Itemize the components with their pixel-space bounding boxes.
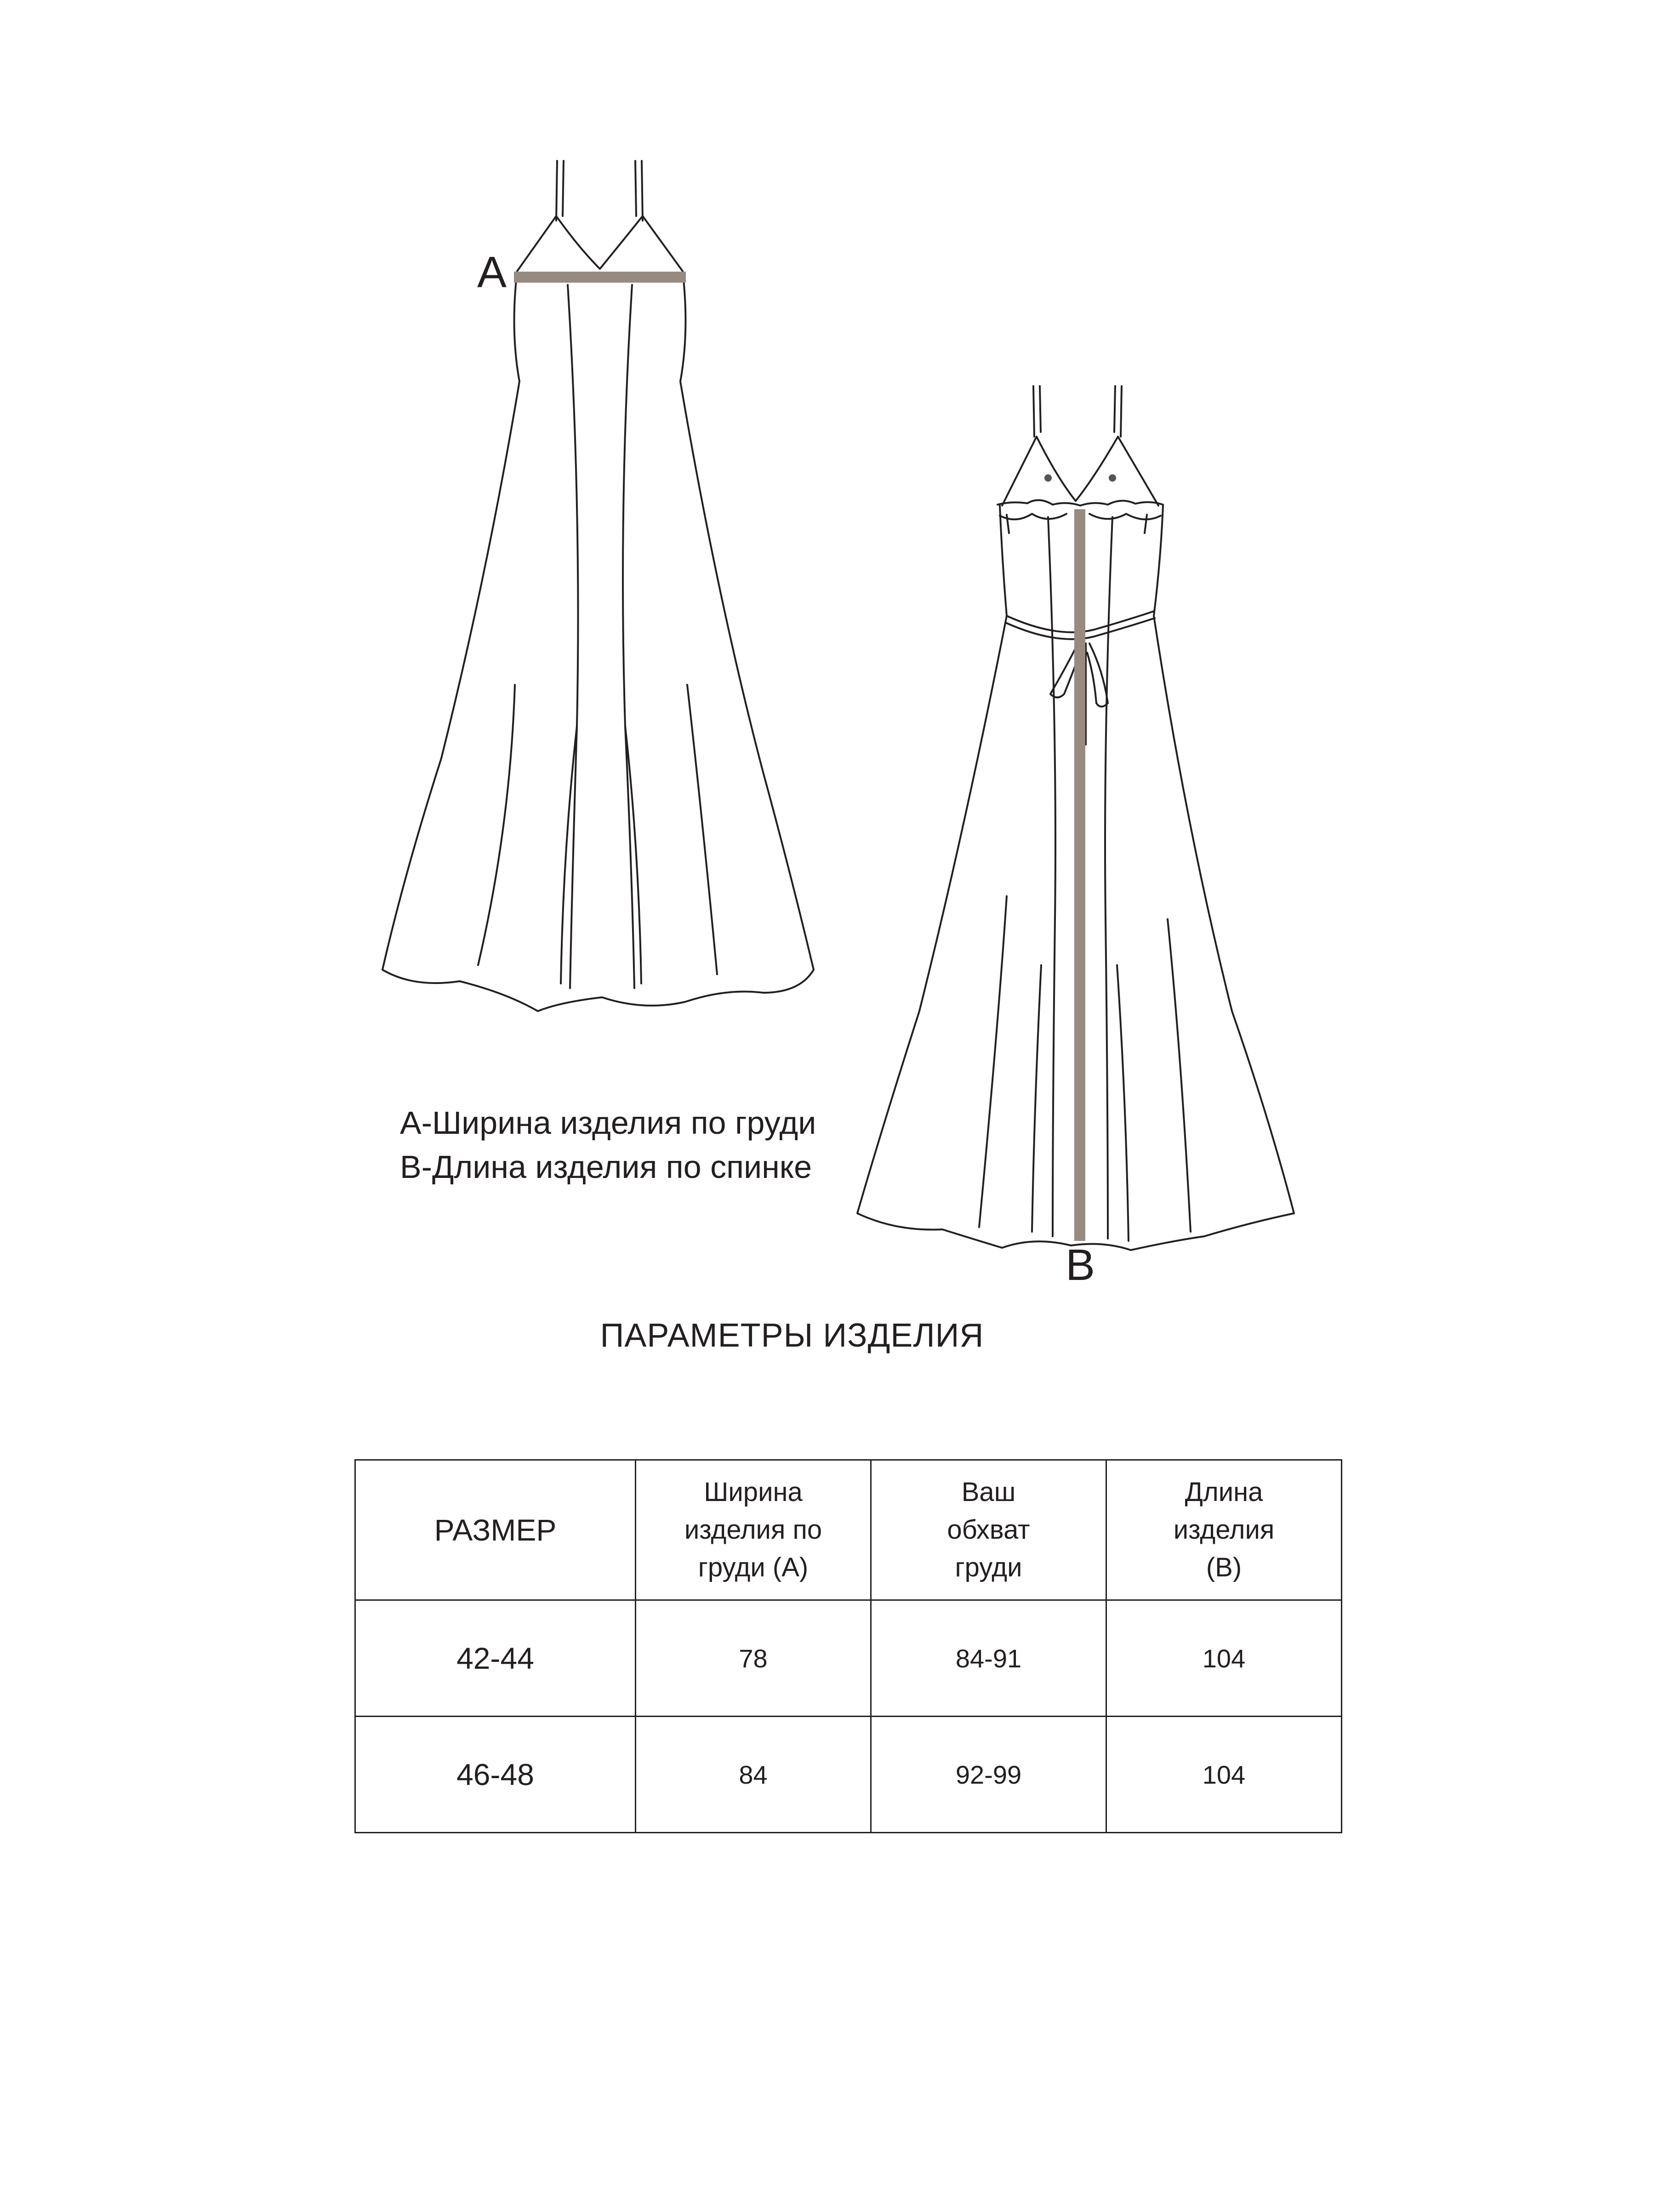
legend-b: B-Длина изделия по спинке <box>400 1149 812 1185</box>
cell-chest-width: 84 <box>636 1717 871 1833</box>
marker-b: B <box>1066 1240 1095 1290</box>
legend-a: A-Ширина изделия по груди <box>400 1105 816 1141</box>
cell-size: 46-48 <box>355 1717 636 1833</box>
table-header-row <box>355 1460 1342 1600</box>
size-table <box>354 1459 1342 1833</box>
marker-a: A <box>477 248 507 297</box>
header-chest-width: Ширина изделия по груди (А) <box>636 1460 871 1600</box>
cell-length: 104 <box>1106 1717 1342 1833</box>
table-row <box>355 1600 1342 1717</box>
header-length: Длина изделия (В) <box>1106 1460 1342 1600</box>
measurement-legend <box>400 1101 816 1189</box>
cell-length: 104 <box>1106 1600 1342 1717</box>
page-title: ПАРАМЕТРЫ ИЗДЕЛИЯ <box>600 1317 984 1354</box>
cell-bust-girth: 92-99 <box>871 1717 1106 1833</box>
header-size: РАЗМЕР <box>355 1460 636 1600</box>
header-bust-girth: Ваш обхват груди <box>871 1460 1106 1600</box>
cell-chest-width: 78 <box>636 1600 871 1717</box>
cell-size: 42-44 <box>355 1600 636 1717</box>
table-row <box>355 1717 1342 1833</box>
cell-bust-girth: 84-91 <box>871 1600 1106 1717</box>
